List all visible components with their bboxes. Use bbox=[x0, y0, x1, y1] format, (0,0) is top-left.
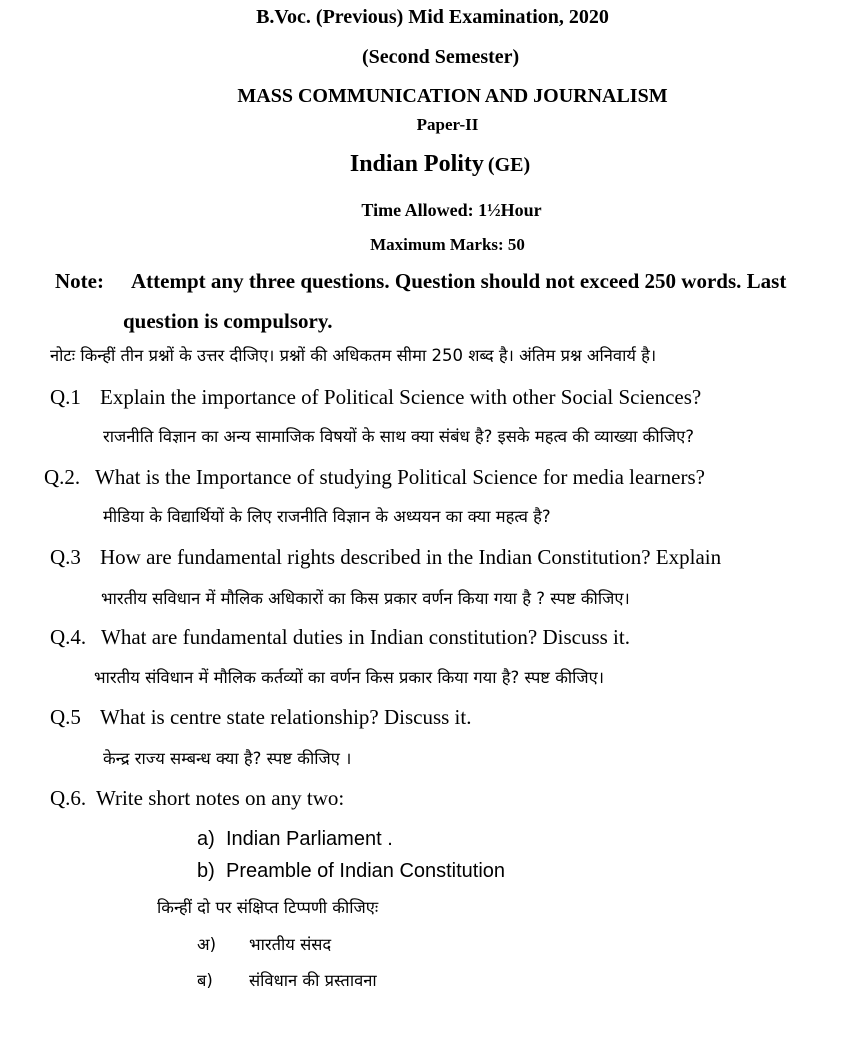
question-2-hindi: मीडिया के विद्यार्थियों के लिए राजनीति विज्ञान के अध्ययन का क्या महत्व है? bbox=[103, 507, 551, 526]
question-text: What is the Importance of studying Political Science for media learners? bbox=[95, 465, 705, 489]
option-marker: ब) bbox=[197, 971, 213, 990]
option-text: संविधान की प्रस्तावना bbox=[249, 971, 377, 990]
course-main: Indian Polity bbox=[349, 151, 484, 177]
option-text: भारतीय संसद bbox=[249, 935, 332, 954]
note-line-2: question is compulsory. bbox=[123, 309, 333, 333]
course-title bbox=[0, 152, 865, 176]
note-hindi: नोटः किन्हीं तीन प्रश्नों के उत्तर दीजिए। प्रश्नों की अधिकतम सीमा 250 शब्द है। अंतिम प्रश्न अनिवार्य है। bbox=[50, 346, 657, 365]
question-text: Write short notes on any two: bbox=[96, 786, 345, 810]
question-1 bbox=[50, 387, 701, 408]
semester-label: (Second Semester) bbox=[362, 46, 520, 68]
option-marker: a) bbox=[197, 828, 215, 850]
option-text: Indian Parliament . bbox=[226, 828, 393, 850]
question-number: Q.3 bbox=[50, 545, 81, 569]
option-a bbox=[197, 829, 393, 849]
question-1-hindi: राजनीति विज्ञान का अन्य सामाजिक विषयों के साथ क्या संबंध है? इसके महत्व की व्याख्या कीजिए? bbox=[103, 427, 695, 446]
option-text: Preamble of Indian Constitution bbox=[226, 860, 506, 882]
time-allowed: Time Allowed: 1½Hour bbox=[361, 200, 542, 220]
question-text: What is centre state relationship? Discuss it. bbox=[100, 705, 472, 729]
question-text: How are fundamental rights described in the Indian Constitution? Explain bbox=[100, 545, 722, 569]
question-5 bbox=[50, 707, 471, 728]
question-4-hindi: भारतीय संविधान में मौलिक कर्तव्यों का वर्णन किस प्रकार किया गया है? स्पष्ट कीजिए। bbox=[94, 668, 605, 687]
question-number: Q.4. bbox=[50, 625, 87, 649]
option-b bbox=[197, 861, 505, 881]
hindi-option-b bbox=[197, 973, 377, 990]
question-4 bbox=[50, 627, 630, 648]
question-6-hindi: किन्हीं दो पर संक्षिप्त टिप्पणी कीजिएः bbox=[157, 898, 379, 917]
option-marker: b) bbox=[197, 860, 215, 882]
note-line-1: Attempt any three questions. Question should not exceed 250 words. Last bbox=[131, 269, 787, 293]
course-suffix: (GE) bbox=[487, 154, 531, 176]
subject-title: MASS COMMUNICATION AND JOURNALISM bbox=[237, 85, 668, 107]
question-number: Q.2. bbox=[44, 465, 81, 489]
question-text: Explain the importance of Political Science with other Social Sciences? bbox=[100, 385, 702, 409]
question-number: Q.1 bbox=[50, 385, 81, 409]
question-number: Q.5 bbox=[50, 705, 81, 729]
question-5-hindi: केन्द्र राज्य सम्बन्ध क्या है? स्पष्ट कीजिए । bbox=[103, 749, 352, 768]
question-text: What are fundamental duties in Indian constitution? Discuss it. bbox=[101, 625, 630, 649]
question-3 bbox=[50, 547, 721, 568]
option-marker: अ) bbox=[197, 935, 217, 954]
question-3-hindi: भारतीय सविधान में मौलिक अधिकारों का किस प्रकार वर्णन किया गया है ? स्पष्ट कीजिए। bbox=[101, 589, 630, 608]
hindi-option-a bbox=[197, 937, 331, 954]
maximum-marks: Maximum Marks: 50 bbox=[370, 235, 525, 254]
paper-label: Paper-II bbox=[416, 115, 479, 134]
question-number: Q.6. bbox=[50, 786, 87, 810]
question-6 bbox=[50, 788, 344, 809]
exam-title: B.Voc. (Previous) Mid Examination, 2020 bbox=[256, 6, 609, 28]
question-2 bbox=[44, 467, 705, 488]
note-label: Note: bbox=[55, 269, 104, 293]
